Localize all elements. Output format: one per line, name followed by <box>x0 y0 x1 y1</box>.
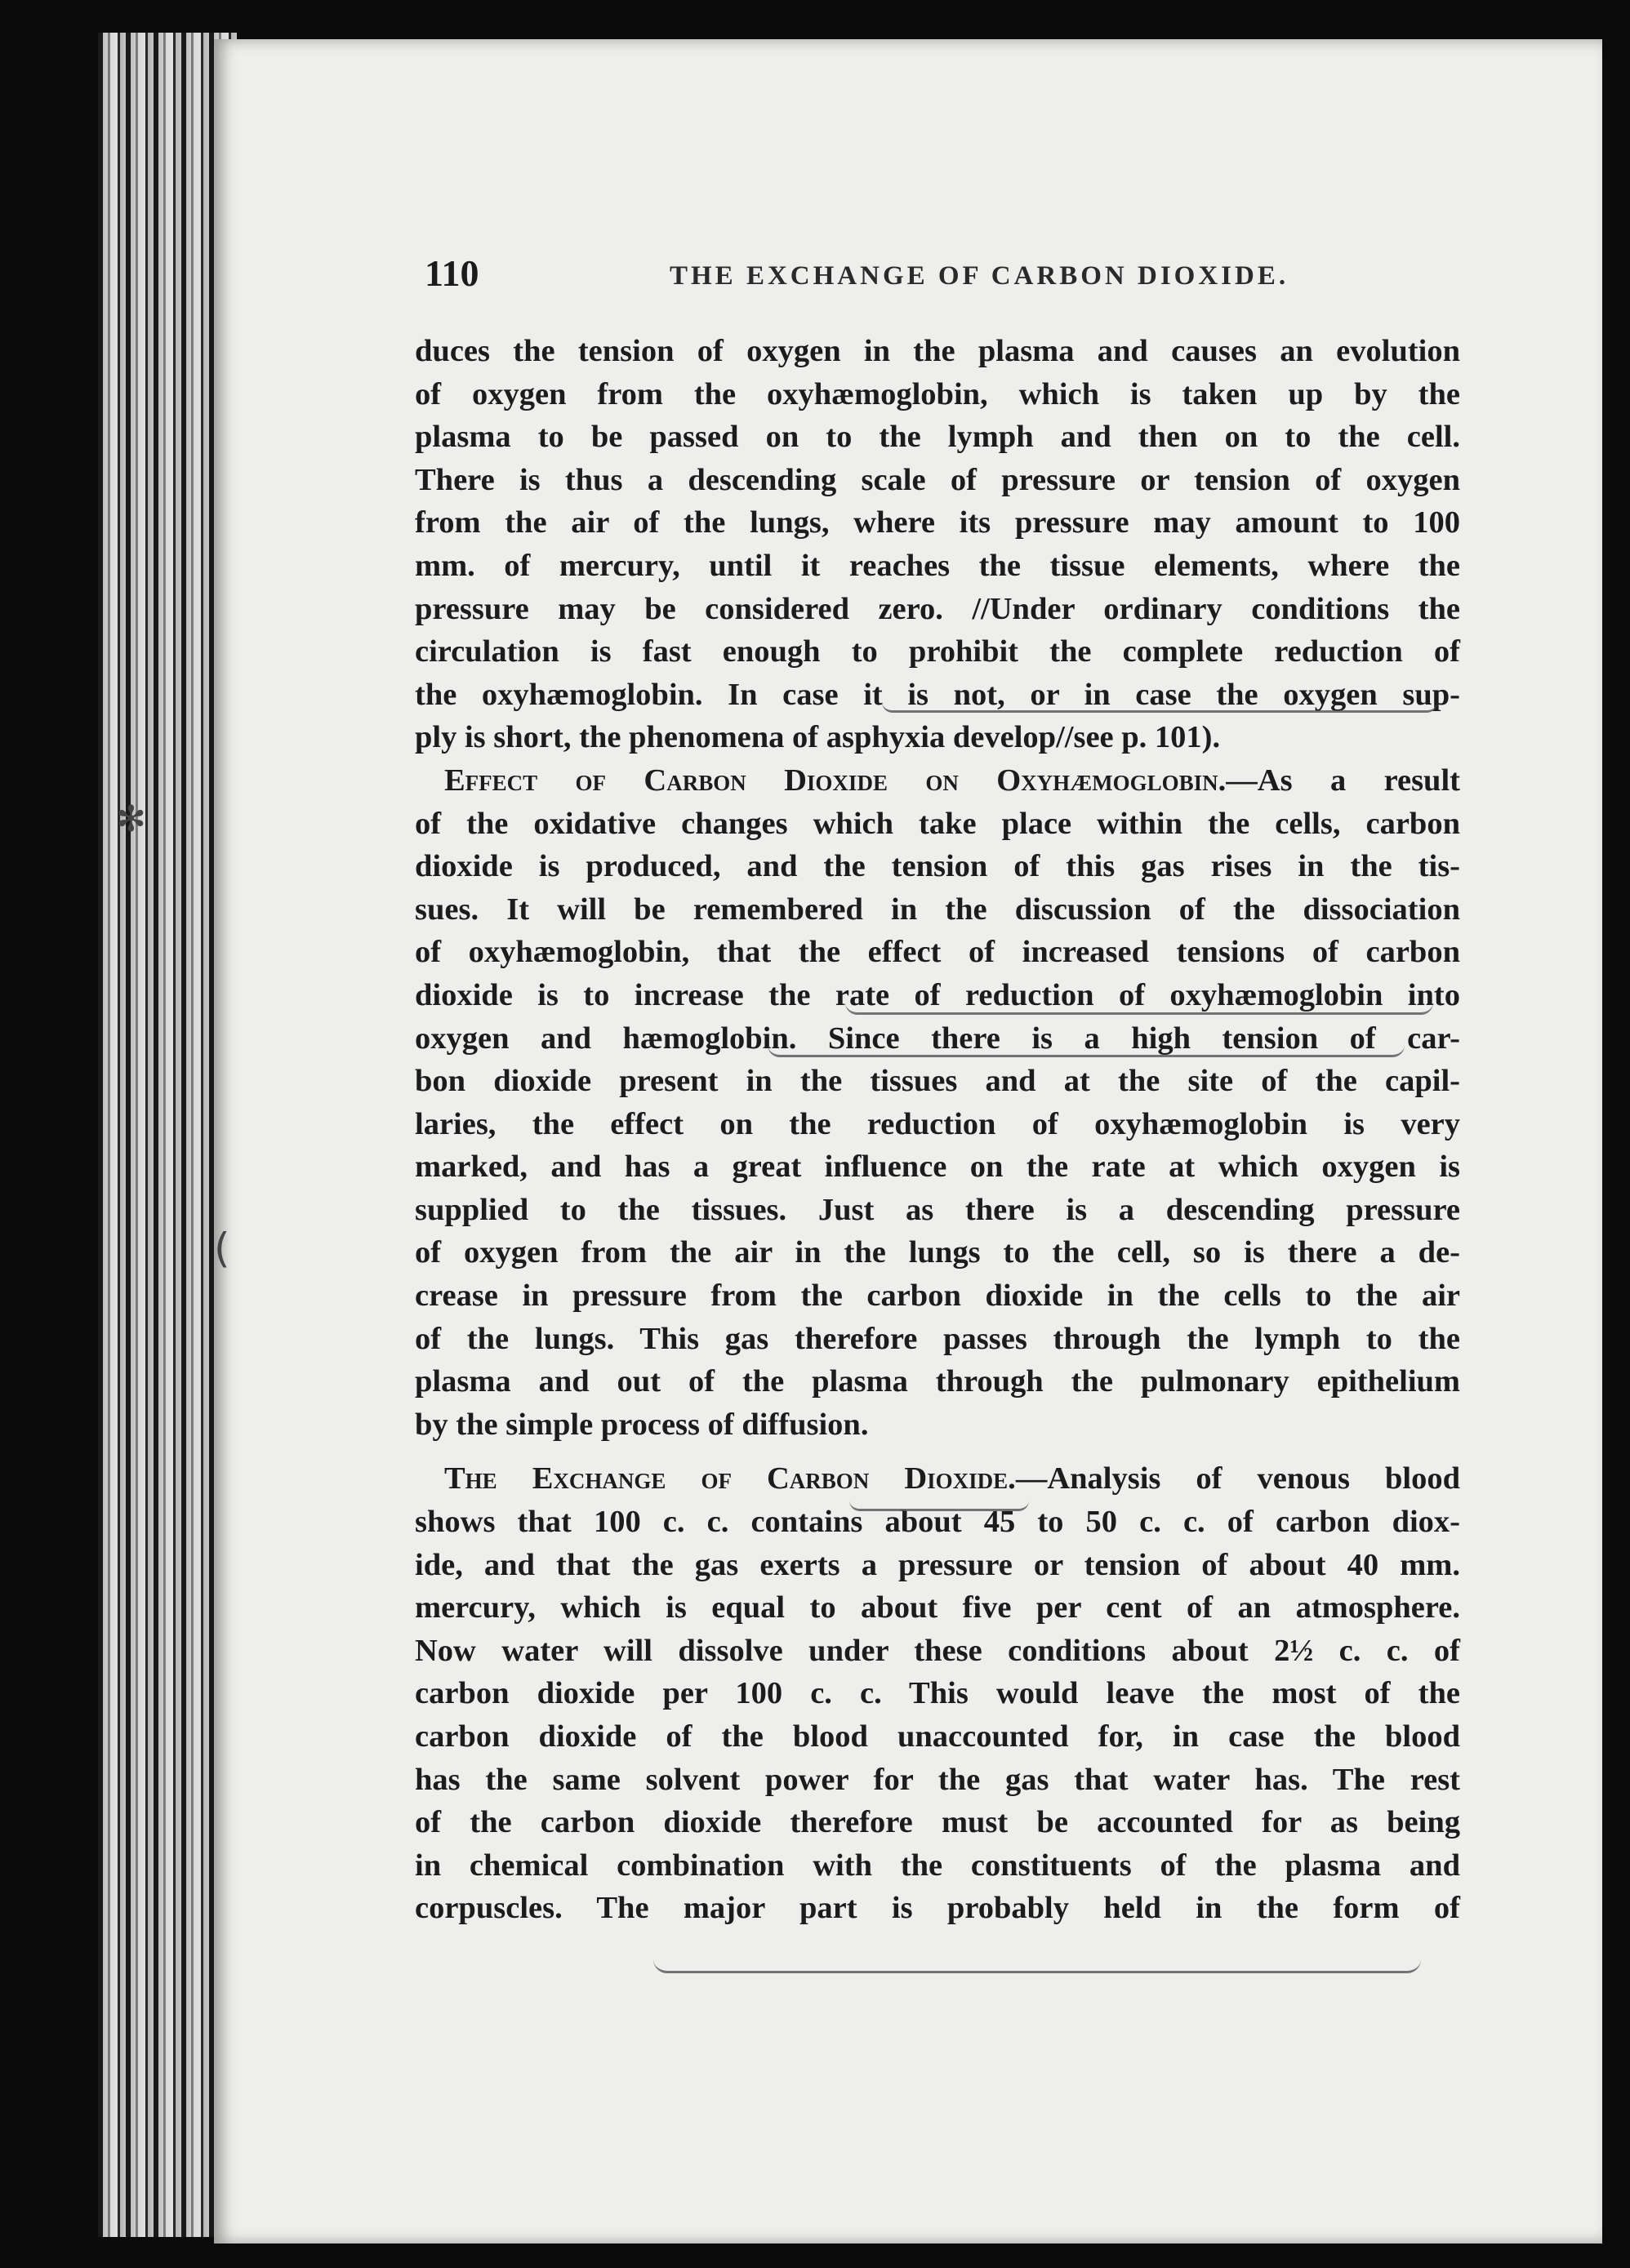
text-line: plasma to be passed on to the lymph and then on to the cell. <box>415 420 1460 455</box>
text-line: Now water will dissolve under these conditions about 2½ c. c. of <box>415 1633 1460 1668</box>
pencil-underline <box>882 702 1437 713</box>
text-line: of the oxidative changes which take place within the cells, carbon <box>415 806 1460 841</box>
text-line: mercury, which is equal to about five per cent of an atmosphere. <box>415 1590 1460 1625</box>
text-line: corpuscles. The major part is probably held in the form of <box>415 1891 1460 1926</box>
text-line: ply is short, the phenomena of asphyxia develop//see p. 101). <box>415 720 1221 755</box>
pencil-underline <box>849 1501 1029 1511</box>
text-line: mm. of mercury, until it reaches the tissue elements, where the <box>415 548 1460 583</box>
margin-smudge: ✻ <box>116 799 146 839</box>
text-line: of the lungs. This gas therefore passes through the lymph to the <box>415 1321 1460 1356</box>
page-number: 110 <box>425 252 479 294</box>
section-heading-line <box>415 1457 1460 1501</box>
text-line: duces the tension of oxygen in the plasma and causes an evolution <box>415 334 1460 368</box>
text-line: of oxygen from the air in the lungs to the cell, so is there a de- <box>415 1235 1460 1270</box>
text-line: circulation is fast enough to prohibit the complete reduction of <box>415 634 1460 669</box>
text-line: dioxide is to increase the rate of reduction of oxyhæmoglobin into <box>415 977 1460 1012</box>
section-title: Effect of Carbon Dioxide on Oxyhæmoglobin. <box>444 763 1227 798</box>
text-line: by the simple process of diffusion. <box>415 1407 869 1442</box>
text-line: oxygen and hæmoglobin. Since there is a high tension of car- <box>415 1021 1460 1056</box>
text-line: sues. It will be remembered in the discussion of the dissociation <box>415 892 1460 927</box>
pencil-underline <box>653 1959 1421 1973</box>
paragraph-2 <box>415 759 1460 1447</box>
text-line: dioxide is produced, and the tension of this gas rises in the tis- <box>415 849 1460 884</box>
text-line: plasma and out of the plasma through the pulmonary epithelium <box>415 1364 1460 1399</box>
text-line: ide, and that the gas exerts a pressure or tension of about 40 mm. <box>415 1547 1460 1582</box>
text-line: supplied to the tissues. Just as there is a descending pressure <box>415 1192 1460 1227</box>
pencil-underline <box>845 1003 1433 1015</box>
text-line: pressure may be considered zero. //Under ordinary conditions the <box>415 591 1460 626</box>
paragraph-3 <box>415 1457 1460 1930</box>
margin-bracket-mark: ( <box>214 1225 230 1272</box>
text-line: bon dioxide present in the tissues and at the site of the capil- <box>415 1064 1460 1099</box>
page-body <box>415 330 1460 1930</box>
text-line: of the carbon dioxide therefore must be accounted for as being <box>415 1805 1460 1840</box>
pencil-underline <box>768 1045 1405 1057</box>
text-line: laries, the effect on the reduction of oxyhæmoglobin is very <box>415 1106 1460 1141</box>
text-line: from the air of the lungs, where its pressure may amount to 100 <box>415 505 1460 540</box>
text-line: the oxyhæmoglobin. In case it is not, or in case the oxygen sup- <box>415 677 1460 712</box>
text-line: marked, and has a great influence on the rate at which oxygen is <box>415 1150 1460 1185</box>
text-line: shows that 100 c. c. contains about 45 to 50 c. c. of carbon diox- <box>415 1505 1460 1540</box>
paragraph-1 <box>415 330 1460 759</box>
text-line: crease in pressure from the carbon dioxide in the cells to the air <box>415 1279 1460 1314</box>
text-line: has the same solvent power for the gas that water has. The rest <box>415 1762 1460 1797</box>
text-line: in chemical combination with the constituents of the plasma and <box>415 1848 1460 1883</box>
text-line: carbon dioxide of the blood unaccounted for, in case the blood <box>415 1719 1460 1754</box>
section-lead: —Analysis of venous blood <box>1015 1461 1460 1496</box>
section-title: The Exchange of Carbon Dioxide. <box>444 1461 1016 1496</box>
text-line: of oxyhæmoglobin, that the effect of increased tensions of carbon <box>415 935 1460 970</box>
running-head: THE EXCHANGE OF CARBON DIOXIDE. <box>670 261 1289 291</box>
text-line: of oxygen from the oxyhæmoglobin, which is taken up by the <box>415 376 1460 411</box>
page-header <box>425 251 1454 300</box>
text-line: carbon dioxide per 100 c. c. This would leave the most of the <box>415 1676 1460 1711</box>
section-heading-line <box>415 759 1460 803</box>
text-line: There is thus a descending scale of pressure or tension of oxygen <box>415 462 1460 497</box>
section-lead: —As a result <box>1226 763 1460 798</box>
